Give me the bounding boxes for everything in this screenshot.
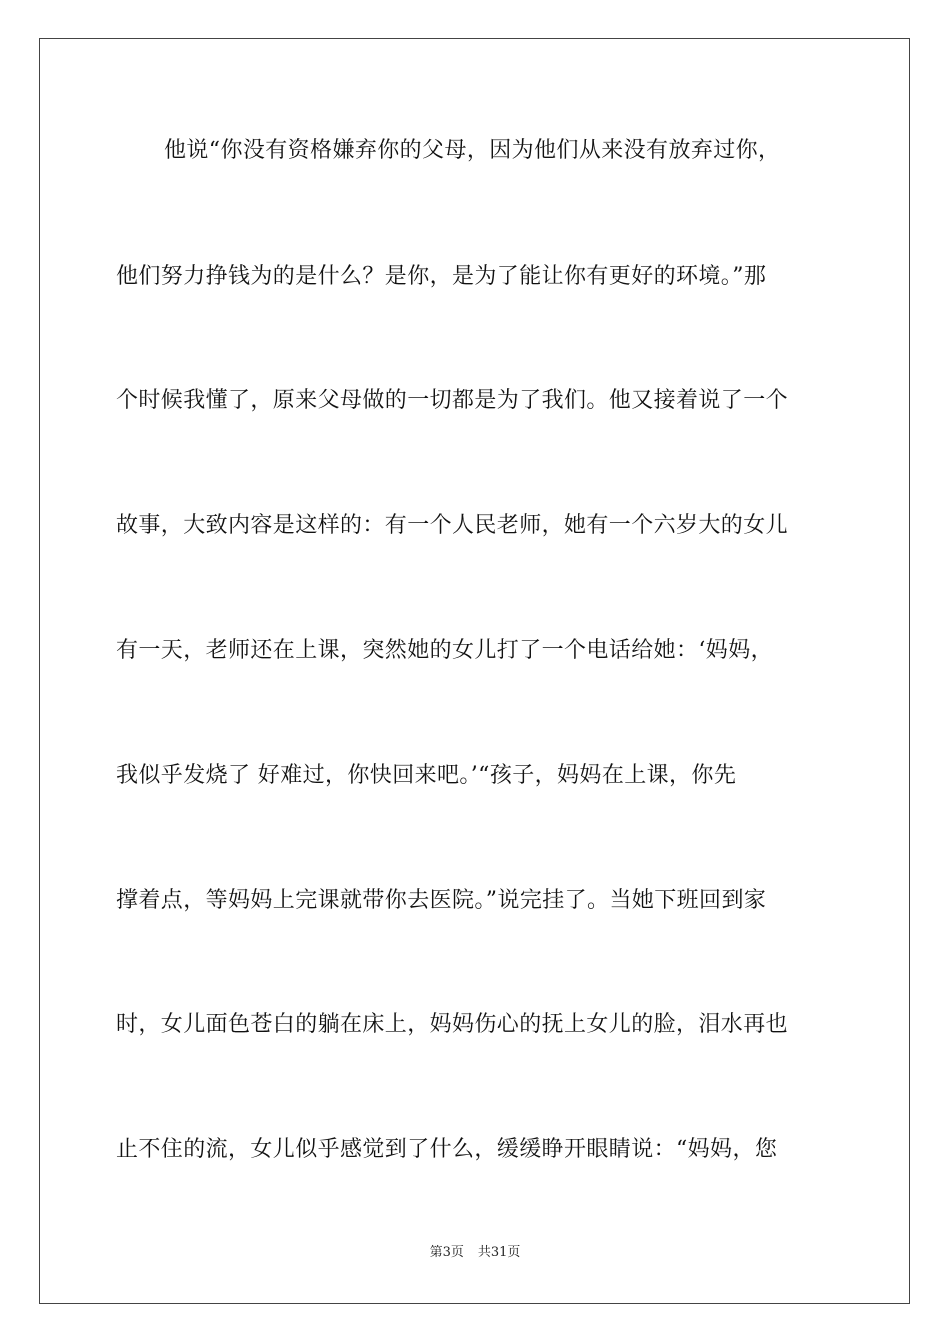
total-pages: 共31页 bbox=[477, 1245, 521, 1260]
paragraph-line: 个时候我懂了，原来父母做的一切都是为了我们。他又接着说了一个 bbox=[116, 388, 789, 413]
paragraph-line: 我似乎发烧了 好难过，你快回来吧。’“孩子，妈妈在上课，你先 bbox=[116, 763, 737, 788]
paragraph-line: 他说“你没有资格嫌弃你的父母，因为他们从来没有放弃过你， bbox=[164, 138, 781, 163]
paragraph-line: 止不住的流，女儿似乎感觉到了什么，缓缓睁开眼睛说：“妈妈，您 bbox=[116, 1137, 778, 1162]
paragraph-line: 有一天，老师还在上课，突然她的女儿打了一个电话给她：‘妈妈， bbox=[116, 638, 773, 663]
paragraph-line: 他们努力挣钱为的是什么？是你，是为了能让你有更好的环境。”那 bbox=[116, 264, 767, 289]
paragraph-line: 故事，大致内容是这样的：有一个人民老师，她有一个六岁大的女儿 bbox=[116, 513, 789, 538]
paragraph-line: 时，女儿面色苍白的躺在床上，妈妈伤心的抚上女儿的脸，泪水再也 bbox=[116, 1012, 789, 1037]
paragraph-line: 撑着点，等妈妈上完课就带你去医院。”说完挂了。当她下班回到家 bbox=[116, 888, 767, 913]
page-border bbox=[39, 38, 910, 1304]
page-number: 第3页 bbox=[429, 1245, 464, 1260]
page-footer bbox=[0, 1244, 950, 1262]
